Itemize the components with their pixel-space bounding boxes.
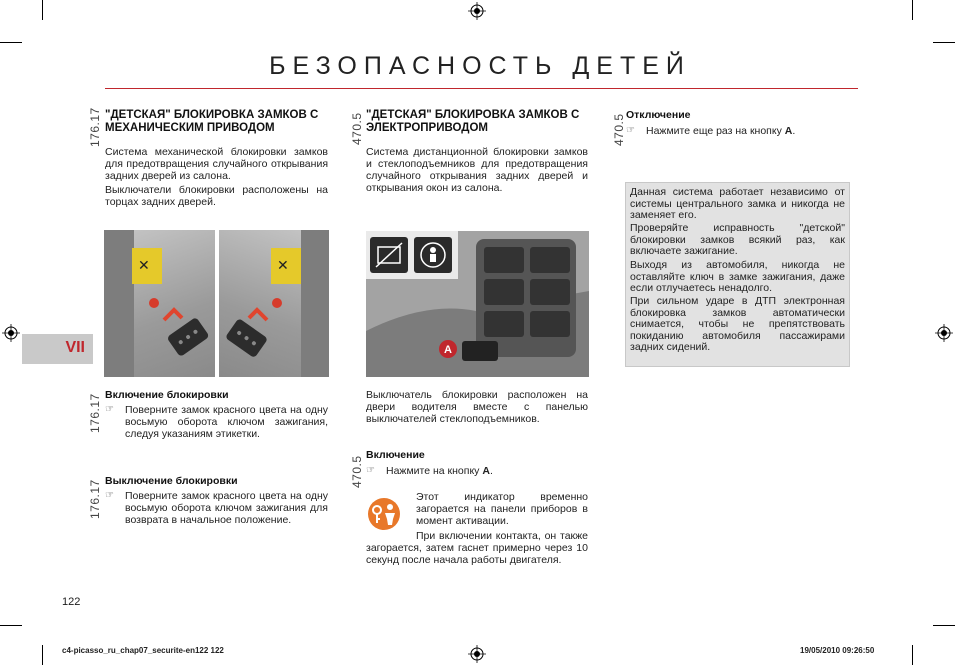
page-number: 122 (62, 596, 81, 608)
crop-mark (933, 625, 955, 626)
crop-mark (912, 0, 913, 20)
ref-code: 470.5 (350, 112, 364, 145)
registration-mark-icon (468, 2, 486, 20)
child-lock-button-icon (462, 341, 498, 361)
pointing-hand-icon: ☞ (626, 125, 635, 136)
svg-text:✕: ✕ (138, 257, 150, 273)
info-paragraph: Проверяйте исправность "детской" блокировки замков всякий раз, как включаете зажигание. (630, 222, 845, 258)
bullet-text: Поверните замок красного цвета на одну восьмую оборота ключом зажигания для возврата в начальное положение. (125, 490, 328, 526)
info-box (625, 182, 850, 367)
subheading: Включение (366, 449, 425, 461)
chapter-tab-label: VII (65, 339, 85, 356)
crop-mark (42, 645, 43, 665)
page-title: БЕЗОПАСНОСТЬ ДЕТЕЙ (269, 52, 691, 80)
subheading: Выключение блокировки (105, 475, 238, 487)
info-paragraph: Выходя из автомобиля, никогда не оставляйте ключ в замке зажигания, даже если отлучаетесь ненадолго. (630, 259, 845, 295)
paragraph: Выключатели блокировки расположены на торцах задних дверей. (105, 184, 328, 208)
crop-mark (0, 42, 22, 43)
crop-mark (933, 42, 955, 43)
ref-code: 176.17 (88, 479, 102, 519)
crop-mark (42, 0, 43, 20)
info-paragraph: При сильном ударе в ДТП электронная блокировка замков автоматически снимается, чтобы не препятствовать покиданию автомобиля пассажирами задних сидений. (630, 295, 845, 354)
pointing-hand-icon: ☞ (366, 465, 375, 476)
callout-label: A (444, 344, 452, 356)
footer-file-info: c4-picasso_ru_chap07_securite-en122 122 (62, 646, 224, 655)
child-lock-warning-icon (366, 496, 402, 532)
bullet-text: Нажмите еще раз на кнопку A. (646, 125, 796, 137)
bullet-text: Поверните замок красного цвета на одну восьмую оборота ключом зажигания, следуя указаниям этикетки. (125, 404, 328, 440)
paragraph: Система механической блокировки замков для предотвращения случайного открывания задних дверей из салона. (105, 146, 328, 182)
paragraph: Этот индикатор временно загорается на панели приборов в момент активации. (416, 491, 588, 527)
footer-timestamp: 19/05/2010 09:26:50 (800, 646, 875, 655)
paragraph: Система дистанционной блокировки замков и стеклоподъемников для предотвращения случайного открывания задних дверей и открывания окон из салона. (366, 146, 588, 194)
ref-code: 176.17 (88, 107, 102, 147)
registration-mark-icon (935, 324, 953, 342)
door-lock-photo-right (219, 230, 329, 377)
door-switch-panel-photo (366, 231, 589, 377)
section-heading: "ДЕТСКАЯ" БЛОКИРОВКА ЗАМКОВ С МЕХАНИЧЕСКИМ ПРИВОДОМ (105, 109, 319, 134)
subheading: Отключение (626, 109, 691, 121)
section-heading: "ДЕТСКАЯ" БЛОКИРОВКА ЗАМКОВ С ЭЛЕКТРОПРИВОДОМ (366, 109, 580, 134)
registration-mark-icon (2, 324, 20, 342)
ref-code: 470.5 (350, 455, 364, 488)
title-rule (105, 88, 858, 89)
paragraph: При включении контакта, он также загорается, затем гаснет примерно через 10 секунд после начала работы двигателя. (366, 530, 588, 566)
svg-text:✕: ✕ (277, 257, 289, 273)
bullet-text: Нажмите на кнопку A. (386, 465, 493, 477)
pointing-hand-icon: ☞ (105, 490, 114, 501)
info-paragraph: Данная система работает независимо от системы центрального замка и никогда не заменяет его. (630, 186, 845, 222)
pointing-hand-icon: ☞ (105, 404, 114, 415)
chapter-tab (22, 334, 93, 364)
crop-mark (0, 625, 22, 626)
registration-mark-icon (468, 645, 486, 663)
door-lock-photo-left (104, 230, 215, 377)
ref-code: 176.17 (88, 393, 102, 433)
ref-code: 470.5 (612, 113, 626, 146)
subheading: Включение блокировки (105, 389, 229, 401)
crop-mark (912, 645, 913, 665)
paragraph: Выключатель блокировки расположен на двери водителя вместе с панелью выключателей стеклоподъемников. (366, 389, 588, 425)
